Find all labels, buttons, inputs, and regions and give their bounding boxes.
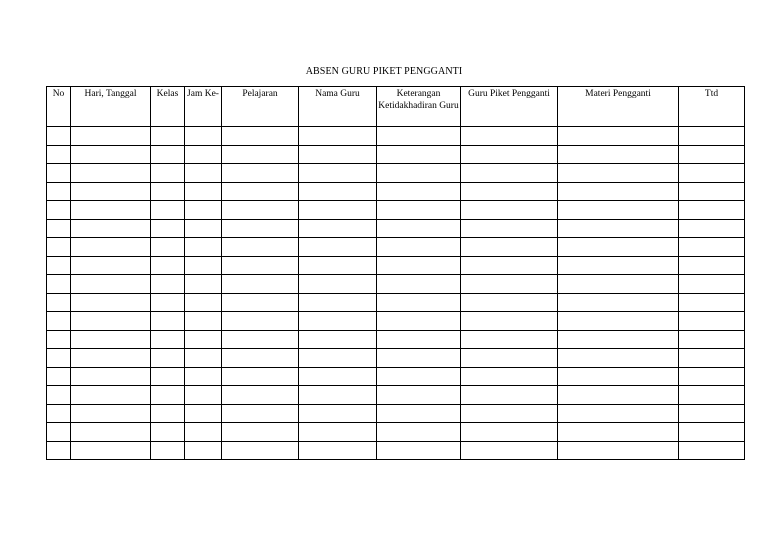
cell-materi[interactable] bbox=[558, 256, 679, 275]
cell-keterangan[interactable] bbox=[377, 404, 461, 423]
cell-kelas[interactable] bbox=[151, 275, 185, 294]
cell-nama-guru[interactable] bbox=[299, 404, 377, 423]
cell-ttd[interactable] bbox=[679, 182, 745, 201]
cell-kelas[interactable] bbox=[151, 404, 185, 423]
table-body bbox=[47, 127, 745, 460]
cell-hari-tanggal[interactable] bbox=[71, 441, 151, 460]
table-row bbox=[47, 182, 745, 201]
cell-nama-guru[interactable] bbox=[299, 164, 377, 183]
cell-kelas[interactable] bbox=[151, 164, 185, 183]
cell-hari-tanggal[interactable] bbox=[71, 312, 151, 331]
cell-pelajaran[interactable] bbox=[222, 201, 299, 220]
cell-jam-ke[interactable] bbox=[185, 404, 222, 423]
cell-materi[interactable] bbox=[558, 312, 679, 331]
table-row bbox=[47, 330, 745, 349]
table-row bbox=[47, 164, 745, 183]
header-kelas: Kelas bbox=[151, 87, 185, 127]
cell-pelajaran[interactable] bbox=[222, 441, 299, 460]
header-guru-piket: Guru Piket Pengganti bbox=[461, 87, 558, 127]
cell-pelajaran[interactable] bbox=[222, 349, 299, 368]
cell-ttd[interactable] bbox=[679, 293, 745, 312]
cell-keterangan[interactable] bbox=[377, 349, 461, 368]
cell-nama-guru[interactable] bbox=[299, 423, 377, 442]
table-row bbox=[47, 423, 745, 442]
cell-jam-ke[interactable] bbox=[185, 145, 222, 164]
cell-keterangan[interactable] bbox=[377, 367, 461, 386]
cell-guru-piket[interactable] bbox=[461, 349, 558, 368]
cell-keterangan[interactable] bbox=[377, 423, 461, 442]
cell-guru-piket[interactable] bbox=[461, 219, 558, 238]
cell-pelajaran[interactable] bbox=[222, 182, 299, 201]
cell-jam-ke[interactable] bbox=[185, 367, 222, 386]
cell-pelajaran[interactable] bbox=[222, 330, 299, 349]
cell-no[interactable] bbox=[47, 367, 71, 386]
cell-materi[interactable] bbox=[558, 164, 679, 183]
cell-ttd[interactable] bbox=[679, 238, 745, 257]
cell-kelas[interactable] bbox=[151, 219, 185, 238]
cell-jam-ke[interactable] bbox=[185, 182, 222, 201]
cell-pelajaran[interactable] bbox=[222, 423, 299, 442]
header-ttd: Ttd bbox=[679, 87, 745, 127]
cell-no[interactable] bbox=[47, 238, 71, 257]
cell-ttd[interactable] bbox=[679, 423, 745, 442]
cell-ttd[interactable] bbox=[679, 367, 745, 386]
cell-materi[interactable] bbox=[558, 275, 679, 294]
cell-guru-piket[interactable] bbox=[461, 127, 558, 146]
cell-hari-tanggal[interactable] bbox=[71, 404, 151, 423]
cell-materi[interactable] bbox=[558, 349, 679, 368]
cell-nama-guru[interactable] bbox=[299, 275, 377, 294]
cell-keterangan[interactable] bbox=[377, 164, 461, 183]
document-title: ABSEN GURU PIKET PENGGANTI bbox=[305, 66, 463, 77]
cell-kelas[interactable] bbox=[151, 423, 185, 442]
cell-pelajaran[interactable] bbox=[222, 404, 299, 423]
header-hari-tanggal: Hari, Tanggal bbox=[71, 87, 151, 127]
cell-jam-ke[interactable] bbox=[185, 349, 222, 368]
table-row bbox=[47, 219, 745, 238]
header-jam-ke: Jam Ke- bbox=[185, 87, 222, 127]
cell-ttd[interactable] bbox=[679, 164, 745, 183]
table-row bbox=[47, 312, 745, 331]
cell-no[interactable] bbox=[47, 423, 71, 442]
cell-materi[interactable] bbox=[558, 293, 679, 312]
cell-ttd[interactable] bbox=[679, 312, 745, 331]
cell-ttd[interactable] bbox=[679, 349, 745, 368]
cell-no[interactable] bbox=[47, 256, 71, 275]
cell-no[interactable] bbox=[47, 127, 71, 146]
cell-guru-piket[interactable] bbox=[461, 145, 558, 164]
cell-jam-ke[interactable] bbox=[185, 423, 222, 442]
cell-keterangan[interactable] bbox=[377, 127, 461, 146]
cell-guru-piket[interactable] bbox=[461, 164, 558, 183]
cell-no[interactable] bbox=[47, 201, 71, 220]
cell-keterangan[interactable] bbox=[377, 256, 461, 275]
cell-nama-guru[interactable] bbox=[299, 367, 377, 386]
cell-keterangan[interactable] bbox=[377, 238, 461, 257]
header-no: No bbox=[47, 87, 71, 127]
cell-guru-piket[interactable] bbox=[461, 312, 558, 331]
cell-guru-piket[interactable] bbox=[461, 201, 558, 220]
cell-jam-ke[interactable] bbox=[185, 312, 222, 331]
cell-hari-tanggal[interactable] bbox=[71, 275, 151, 294]
cell-hari-tanggal[interactable] bbox=[71, 349, 151, 368]
cell-hari-tanggal[interactable] bbox=[71, 201, 151, 220]
cell-hari-tanggal[interactable] bbox=[71, 238, 151, 257]
table-row bbox=[47, 404, 745, 423]
cell-guru-piket[interactable] bbox=[461, 182, 558, 201]
cell-kelas[interactable] bbox=[151, 293, 185, 312]
cell-kelas[interactable] bbox=[151, 367, 185, 386]
cell-kelas[interactable] bbox=[151, 127, 185, 146]
cell-pelajaran[interactable] bbox=[222, 127, 299, 146]
cell-guru-piket[interactable] bbox=[461, 293, 558, 312]
table-row bbox=[47, 441, 745, 460]
cell-nama-guru[interactable] bbox=[299, 312, 377, 331]
cell-materi[interactable] bbox=[558, 330, 679, 349]
cell-ttd[interactable] bbox=[679, 404, 745, 423]
cell-materi[interactable] bbox=[558, 423, 679, 442]
cell-jam-ke[interactable] bbox=[185, 441, 222, 460]
cell-pelajaran[interactable] bbox=[222, 275, 299, 294]
cell-jam-ke[interactable] bbox=[185, 127, 222, 146]
cell-kelas[interactable] bbox=[151, 312, 185, 331]
cell-guru-piket[interactable] bbox=[461, 423, 558, 442]
cell-jam-ke[interactable] bbox=[185, 164, 222, 183]
cell-nama-guru[interactable] bbox=[299, 349, 377, 368]
cell-nama-guru[interactable] bbox=[299, 127, 377, 146]
cell-nama-guru[interactable] bbox=[299, 238, 377, 257]
table-row bbox=[47, 386, 745, 405]
cell-jam-ke[interactable] bbox=[185, 293, 222, 312]
header-materi: Materi Pengganti bbox=[558, 87, 679, 127]
cell-kelas[interactable] bbox=[151, 201, 185, 220]
table-row bbox=[47, 293, 745, 312]
cell-keterangan[interactable] bbox=[377, 145, 461, 164]
cell-jam-ke[interactable] bbox=[185, 256, 222, 275]
cell-guru-piket[interactable] bbox=[461, 441, 558, 460]
cell-no[interactable] bbox=[47, 293, 71, 312]
cell-pelajaran[interactable] bbox=[222, 145, 299, 164]
table-row bbox=[47, 349, 745, 368]
cell-nama-guru[interactable] bbox=[299, 201, 377, 220]
cell-hari-tanggal[interactable] bbox=[71, 164, 151, 183]
cell-jam-ke[interactable] bbox=[185, 201, 222, 220]
cell-guru-piket[interactable] bbox=[461, 256, 558, 275]
cell-guru-piket[interactable] bbox=[461, 330, 558, 349]
cell-kelas[interactable] bbox=[151, 441, 185, 460]
cell-materi[interactable] bbox=[558, 145, 679, 164]
cell-keterangan[interactable] bbox=[377, 201, 461, 220]
cell-guru-piket[interactable] bbox=[461, 404, 558, 423]
cell-kelas[interactable] bbox=[151, 349, 185, 368]
cell-no[interactable] bbox=[47, 441, 71, 460]
cell-hari-tanggal[interactable] bbox=[71, 219, 151, 238]
cell-nama-guru[interactable] bbox=[299, 293, 377, 312]
cell-hari-tanggal[interactable] bbox=[71, 293, 151, 312]
table-row bbox=[47, 256, 745, 275]
cell-materi[interactable] bbox=[558, 219, 679, 238]
cell-nama-guru[interactable] bbox=[299, 182, 377, 201]
cell-keterangan[interactable] bbox=[377, 182, 461, 201]
cell-guru-piket[interactable] bbox=[461, 275, 558, 294]
cell-hari-tanggal[interactable] bbox=[71, 423, 151, 442]
table-row bbox=[47, 238, 745, 257]
cell-ttd[interactable] bbox=[679, 256, 745, 275]
cell-pelajaran[interactable] bbox=[222, 367, 299, 386]
cell-kelas[interactable] bbox=[151, 145, 185, 164]
cell-materi[interactable] bbox=[558, 127, 679, 146]
attendance-table bbox=[46, 86, 745, 460]
cell-no[interactable] bbox=[47, 330, 71, 349]
cell-ttd[interactable] bbox=[679, 275, 745, 294]
cell-jam-ke[interactable] bbox=[185, 330, 222, 349]
cell-pelajaran[interactable] bbox=[222, 164, 299, 183]
cell-keterangan[interactable] bbox=[377, 330, 461, 349]
cell-kelas[interactable] bbox=[151, 238, 185, 257]
cell-pelajaran[interactable] bbox=[222, 386, 299, 405]
cell-materi[interactable] bbox=[558, 367, 679, 386]
table-row bbox=[47, 367, 745, 386]
cell-keterangan[interactable] bbox=[377, 312, 461, 331]
cell-guru-piket[interactable] bbox=[461, 386, 558, 405]
cell-no[interactable] bbox=[47, 349, 71, 368]
cell-no[interactable] bbox=[47, 182, 71, 201]
cell-materi[interactable] bbox=[558, 404, 679, 423]
cell-keterangan[interactable] bbox=[377, 386, 461, 405]
header-keterangan: Keterangan Ketidakhadiran Guru bbox=[377, 87, 461, 127]
cell-nama-guru[interactable] bbox=[299, 256, 377, 275]
cell-pelajaran[interactable] bbox=[222, 312, 299, 331]
cell-no[interactable] bbox=[47, 164, 71, 183]
cell-materi[interactable] bbox=[558, 238, 679, 257]
cell-nama-guru[interactable] bbox=[299, 441, 377, 460]
table-row bbox=[47, 127, 745, 146]
cell-hari-tanggal[interactable] bbox=[71, 145, 151, 164]
cell-pelajaran[interactable] bbox=[222, 293, 299, 312]
cell-materi[interactable] bbox=[558, 441, 679, 460]
cell-ttd[interactable] bbox=[679, 330, 745, 349]
cell-materi[interactable] bbox=[558, 386, 679, 405]
cell-ttd[interactable] bbox=[679, 127, 745, 146]
cell-no[interactable] bbox=[47, 219, 71, 238]
cell-kelas[interactable] bbox=[151, 386, 185, 405]
cell-keterangan[interactable] bbox=[377, 219, 461, 238]
cell-no[interactable] bbox=[47, 145, 71, 164]
cell-nama-guru[interactable] bbox=[299, 330, 377, 349]
cell-ttd[interactable] bbox=[679, 441, 745, 460]
header-nama-guru: Nama Guru bbox=[299, 87, 377, 127]
cell-nama-guru[interactable] bbox=[299, 219, 377, 238]
table-row bbox=[47, 201, 745, 220]
cell-kelas[interactable] bbox=[151, 330, 185, 349]
cell-hari-tanggal[interactable] bbox=[71, 256, 151, 275]
cell-keterangan[interactable] bbox=[377, 275, 461, 294]
cell-jam-ke[interactable] bbox=[185, 238, 222, 257]
cell-kelas[interactable] bbox=[151, 182, 185, 201]
cell-no[interactable] bbox=[47, 275, 71, 294]
cell-pelajaran[interactable] bbox=[222, 256, 299, 275]
cell-hari-tanggal[interactable] bbox=[71, 367, 151, 386]
cell-ttd[interactable] bbox=[679, 386, 745, 405]
cell-keterangan[interactable] bbox=[377, 293, 461, 312]
cell-jam-ke[interactable] bbox=[185, 275, 222, 294]
cell-keterangan[interactable] bbox=[377, 441, 461, 460]
cell-pelajaran[interactable] bbox=[222, 238, 299, 257]
cell-ttd[interactable] bbox=[679, 201, 745, 220]
cell-jam-ke[interactable] bbox=[185, 219, 222, 238]
cell-jam-ke[interactable] bbox=[185, 386, 222, 405]
table-row bbox=[47, 275, 745, 294]
header-pelajaran: Pelajaran bbox=[222, 87, 299, 127]
cell-hari-tanggal[interactable] bbox=[71, 182, 151, 201]
cell-kelas[interactable] bbox=[151, 256, 185, 275]
cell-hari-tanggal[interactable] bbox=[71, 127, 151, 146]
cell-guru-piket[interactable] bbox=[461, 238, 558, 257]
cell-no[interactable] bbox=[47, 312, 71, 331]
cell-materi[interactable] bbox=[558, 201, 679, 220]
cell-materi[interactable] bbox=[558, 182, 679, 201]
cell-guru-piket[interactable] bbox=[461, 367, 558, 386]
cell-nama-guru[interactable] bbox=[299, 386, 377, 405]
cell-ttd[interactable] bbox=[679, 145, 745, 164]
cell-nama-guru[interactable] bbox=[299, 145, 377, 164]
cell-ttd[interactable] bbox=[679, 219, 745, 238]
cell-no[interactable] bbox=[47, 404, 71, 423]
cell-hari-tanggal[interactable] bbox=[71, 330, 151, 349]
cell-hari-tanggal[interactable] bbox=[71, 386, 151, 405]
table-row bbox=[47, 145, 745, 164]
cell-pelajaran[interactable] bbox=[222, 219, 299, 238]
table-header-row bbox=[47, 87, 745, 127]
cell-no[interactable] bbox=[47, 386, 71, 405]
